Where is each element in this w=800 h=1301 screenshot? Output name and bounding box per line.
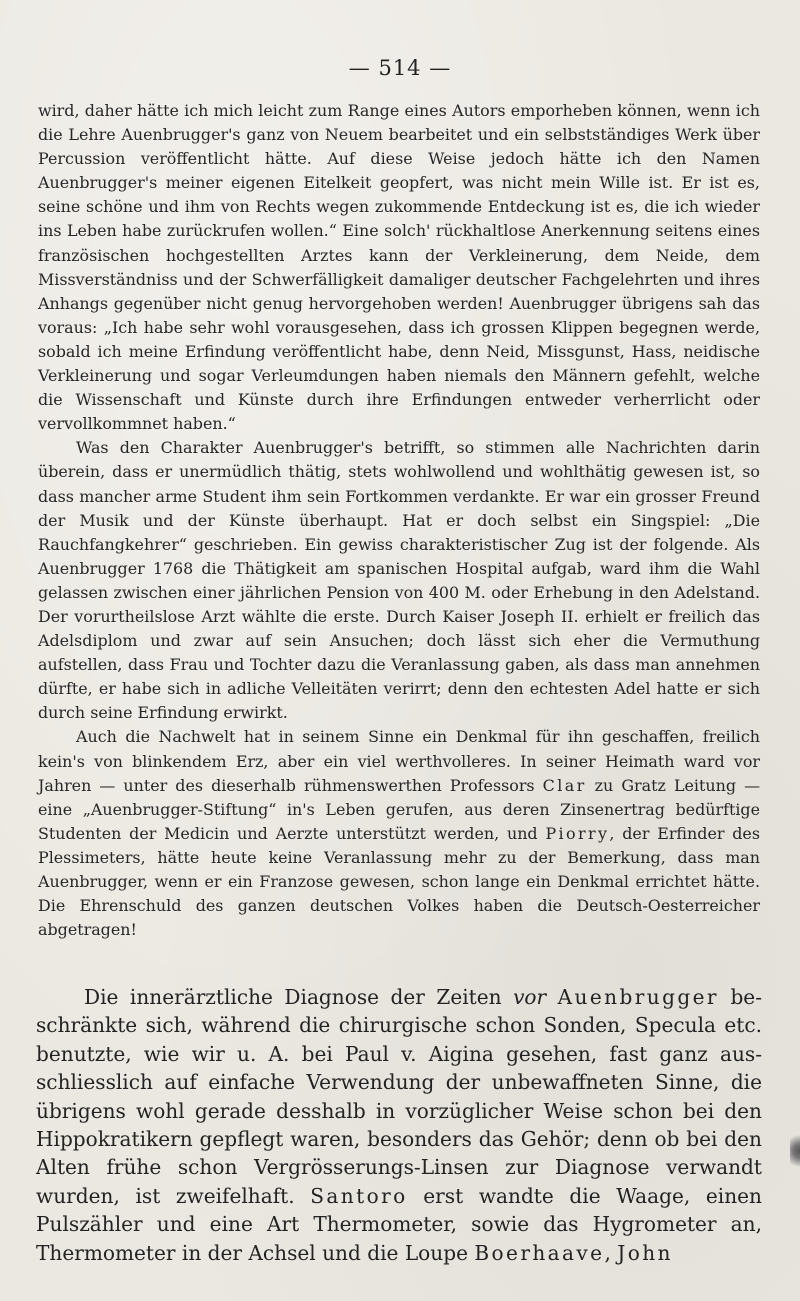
text-run: ,	[604, 1240, 618, 1265]
paragraph-quote-end	[38, 99, 760, 436]
main-text-section	[36, 983, 762, 1267]
spaced-name: John	[617, 1240, 673, 1265]
text-run: , der Erfinder des Plessimeters, hätte heute keine Veranlassung mehr zu der Bemerkung, dass man Auenbrugger, wenn er ein Franzose gewesen, schon lange ein Denkmal errichtet hätte. Die Ehrenschuld des ganzen deutschen Volkes haben die Deutsch-Oesterreicher abgetragen!	[38, 823, 760, 940]
text-run: erst wandte die Waage, einen Pulszähler und eine Art Thermometer, sowie das Hygrometer an, Thermometer in der Achsel und die Loupe	[36, 1183, 762, 1265]
paragraph-posterity	[38, 725, 760, 942]
paragraph-diagnosis	[36, 983, 762, 1267]
text-run: Was den Charakter Auenbrugger's betrifft, so stimmen alle Nachrichten darin überein, dass er unermüdlich thätig, stets wohlwollend und wohlthätig gewesen ist, so dass mancher arme Student ihm sein Fortkommen verdankte. Er war ein grosser Freund der Musik und der Künste überhaupt. Hat er doch selbst ein Singspiel: „Die Rauchfangkehrer“ geschrieben. Ein gewiss charakteristischer Zug ist der folgende. Als Auenbrugger 1768 die Thätigkeit am spanischen Hospital aufgab, ward ihm die Wahl gelassen zwischen einer jährlichen Pension von 400 M. oder Erhebung in den Adelstand. Der vorurtheilslose Arzt wählte die erste. Durch Kaiser Joseph II. erhielt er freilich das Adelsdiplom und zwar auf sein Ansuchen; doch lässt sich eher die Vermuthung aufstellen, dass Frau und Tochter dazu die Veranlassung gaben, als dass man annehmen dürfte, er habe sich in adliche Velleitäten verirrt; denn den echtesten Adel hatte er sich durch seine Erfindung erwirkt.	[38, 438, 760, 723]
text-run: Die innerärztliche Diagnose der Zeiten	[84, 985, 514, 1009]
spaced-name: Piorry	[545, 823, 610, 843]
page-number: — 514 —	[348, 56, 452, 80]
spaced-name: Clar	[542, 775, 587, 795]
page-edge-blemish	[790, 1130, 800, 1172]
small-print-section	[38, 99, 760, 942]
text-run: wird, daher hätte ich mich leicht zum Range eines Autors emporheben können, wenn ich die Lehre Auenbrugger's ganz von Neuem bearbeitet und ein selbstständiges Werk über Percussion veröffentlicht hätte. Auf diese Weise jedoch hätte ich den Namen Auenbrugger's meiner eigenen Eitelkeit geopfert, was nicht mein Wille ist. Er ist es, seine schöne und ihm von Rechts wegen zukommende Entdeckung ist es, die ich wieder ins Leben habe zurückrufen wollen.“ Eine solch' rückhaltlose Anerkennung seitens eines französischen hochgestellten Arztes kann der Verkleinerung, dem Neide, dem Missverständniss und der Schwerfälligkeit damaliger deutscher Fachgelehrten und ihres Anhangs gegenüber nicht genug hervorgehoben werden! Auenbrugger übrigens sah das voraus: „Ich habe sehr wohl vorausgesehen, dass ich grossen Klippen begegnen werde, sobald ich meine Erfindung veröffentlicht habe, denn Neid, Missgunst, Hass, neidische Verkleinerung und sogar Verleumdungen haben niemals den Männern gefehlt, welche die Wissenschaft und Künste durch ihre Erfindungen entweder verherrlicht oder vervollkommnet haben.“	[38, 101, 760, 434]
spaced-name: Boerhaave	[474, 1240, 605, 1265]
text-run	[546, 985, 558, 1009]
paragraph-character	[38, 436, 760, 725]
text-run: beschränkte sich, während die chirurgische schon Sonden, Specula etc. benutzte, wie wir u. A. bei Paul v. Aigina gesehen, fast ganz ausschliesslich auf einfache Verwendung der unbewaffneten Sinne, die übrigens wohl gerade desshalb in vorzüglicher Weise schon bei den Hippokratikern gepflegt waren, besonders das Gehör; denn ob bei den Alten frühe schon Vergrösserungs-Linsen zur Diagnose verwandt wurden, ist zweifelhaft.	[36, 985, 762, 1208]
spaced-name: Auenbrugger	[557, 985, 719, 1009]
text-run: Auch die Nachwelt hat in seinem Sinne ein Denkmal für ihn geschaffen, freilich kein's von blinkendem Erz, aber ein viel werthvolleres. In seiner Heimath ward vor Jahren — unter des dieserhalb rühmenswerthen Professors	[38, 727, 760, 795]
italic-word: vor	[513, 985, 547, 1009]
text-run: zu Gratz Leitung — eine „Auenbrugger-Stiftung“ in's Leben gerufen, aus deren Zinsenertrag bedürftige Studenten der Medicin und Aerzte unterstützt werden, und	[38, 775, 760, 843]
spaced-name: Santoro	[310, 1183, 408, 1208]
